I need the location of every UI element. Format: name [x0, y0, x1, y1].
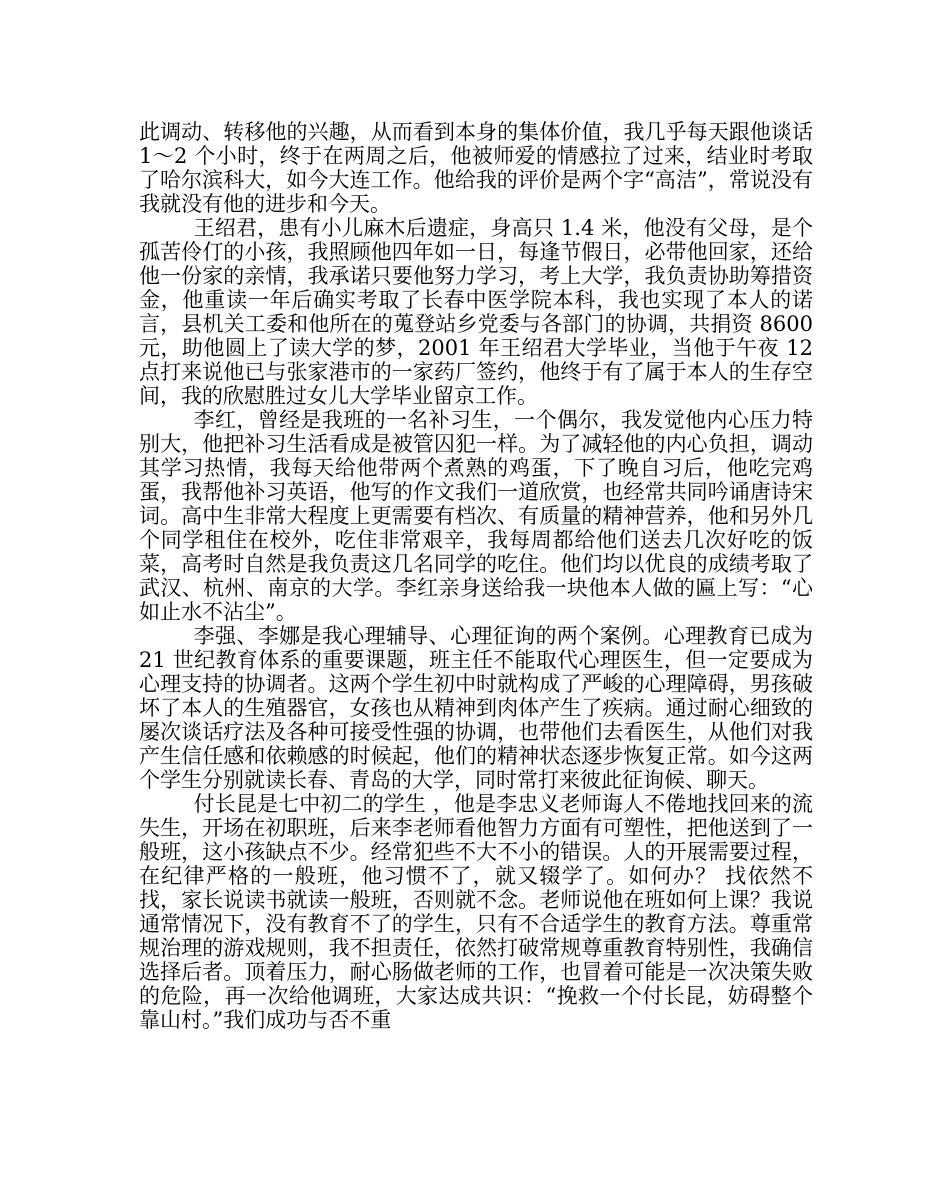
- paragraph-4: 李强、李娜是我心理辅导、心理征询的两个案例。心理教育已成为 21 世纪教育体系的重要课题，班主任不能取代心理医生，但一定要成为心理支持的协调者。这两个学生初中时就构成了严峻的心理障碍，男孩破坏了本人的生殖器官，女孩也从精神到肉体产生了疾病。通过耐心细致的屡次谈话疗法及各种可接受性强的协调，也带他们去看医生，从他们对我产生信任感和依赖感的时候起，他们的精神状态逐步恢复正常。如今这两个学生分别就读长春、青岛的大学，同时常打来彼此征询候、聊天。: [139, 624, 813, 792]
- document-page: [139, 120, 813, 1032]
- paragraph-2: 王绍君，患有小儿麻木后遗症，身高只 1.4 米，他没有父母，是个孤苦伶仃的小孩，我照顾他四年如一日，每逢节假日，必带他回家，还给他一份家的亲情，我承诺只要他努力学习，考上大学，我负责协助筹措资金，他重读一年后确实考取了长春中医学院本科，我也实现了本人的诺言，县机关工委和他所在的蒐登站乡党委与各部门的协调，共捐资 8600 元，助他圆上了读大学的梦，2001 年王绍君大学毕业，当他于午夜 12 点打来说他已与张家港市的一家药厂签约，他终于有了属于本人的生存空间，我的欣慰胜过女儿大学毕业留京工作。: [139, 216, 813, 408]
- paragraph-1: 此调动、转移他的兴趣，从而看到本身的集体价值，我几乎每天跟他谈话 1～2 个小时，终于在两周之后，他被师爱的情感拉了过来，结业时考取了哈尔滨科大，如今大连工作。他给我的评价是两个字“高洁”，常说没有我就没有他的进步和今天。: [139, 120, 813, 216]
- paragraph-5: 付长昆是七中初二的学生 ，他是李忠义老师诲人不倦地找回来的流失生，开场在初职班，后来李老师看他智力方面有可塑性，把他送到了一般班，这小孩缺点不少。经常犯些不大不小的错误。人的开展需要过程，在纪律严格的一般班，他习惯不了，就又辍学了。如何办？ 找依然不找，家长说读书就读一般班，否则就不念。老师说他在班如何上课？我说通常情况下，没有教育不了的学生，只有不合适学生的教育方法。尊重常规治理的游戏规则，我不担责任，依然打破常规尊重教育特别性，我确信选择后者。顶着压力，耐心肠做老师的工作，也冒着可能是一次决策失败的危险，再一次给他调班，大家达成共识：“挽救一个付长昆，妨碍整个靠山村。”我们成功与否不重: [139, 792, 813, 1032]
- paragraph-3: 李红，曾经是我班的一名补习生，一个偶尔，我发觉他内心压力特别大，他把补习生活看成是被管囚犯一样。为了减轻他的内心负担，调动其学习热情，我每天给他带两个煮熟的鸡蛋，下了晚自习后，他吃完鸡蛋，我帮他补习英语，他写的作文我们一道欣赏，也经常共同吟诵唐诗宋词。高中生非常大程度上更需要有档次、有质量的精神营养，他和另外几个同学租住在校外，吃住非常艰辛，我每周都给他们送去几次好吃的饭菜，高考时自然是我负责这几名同学的吃住。他们均以优良的成绩考取了武汉、杭州、南京的大学。李红亲身送给我一块他本人做的匾上写：“心如止水不沾尘”。: [139, 408, 813, 624]
